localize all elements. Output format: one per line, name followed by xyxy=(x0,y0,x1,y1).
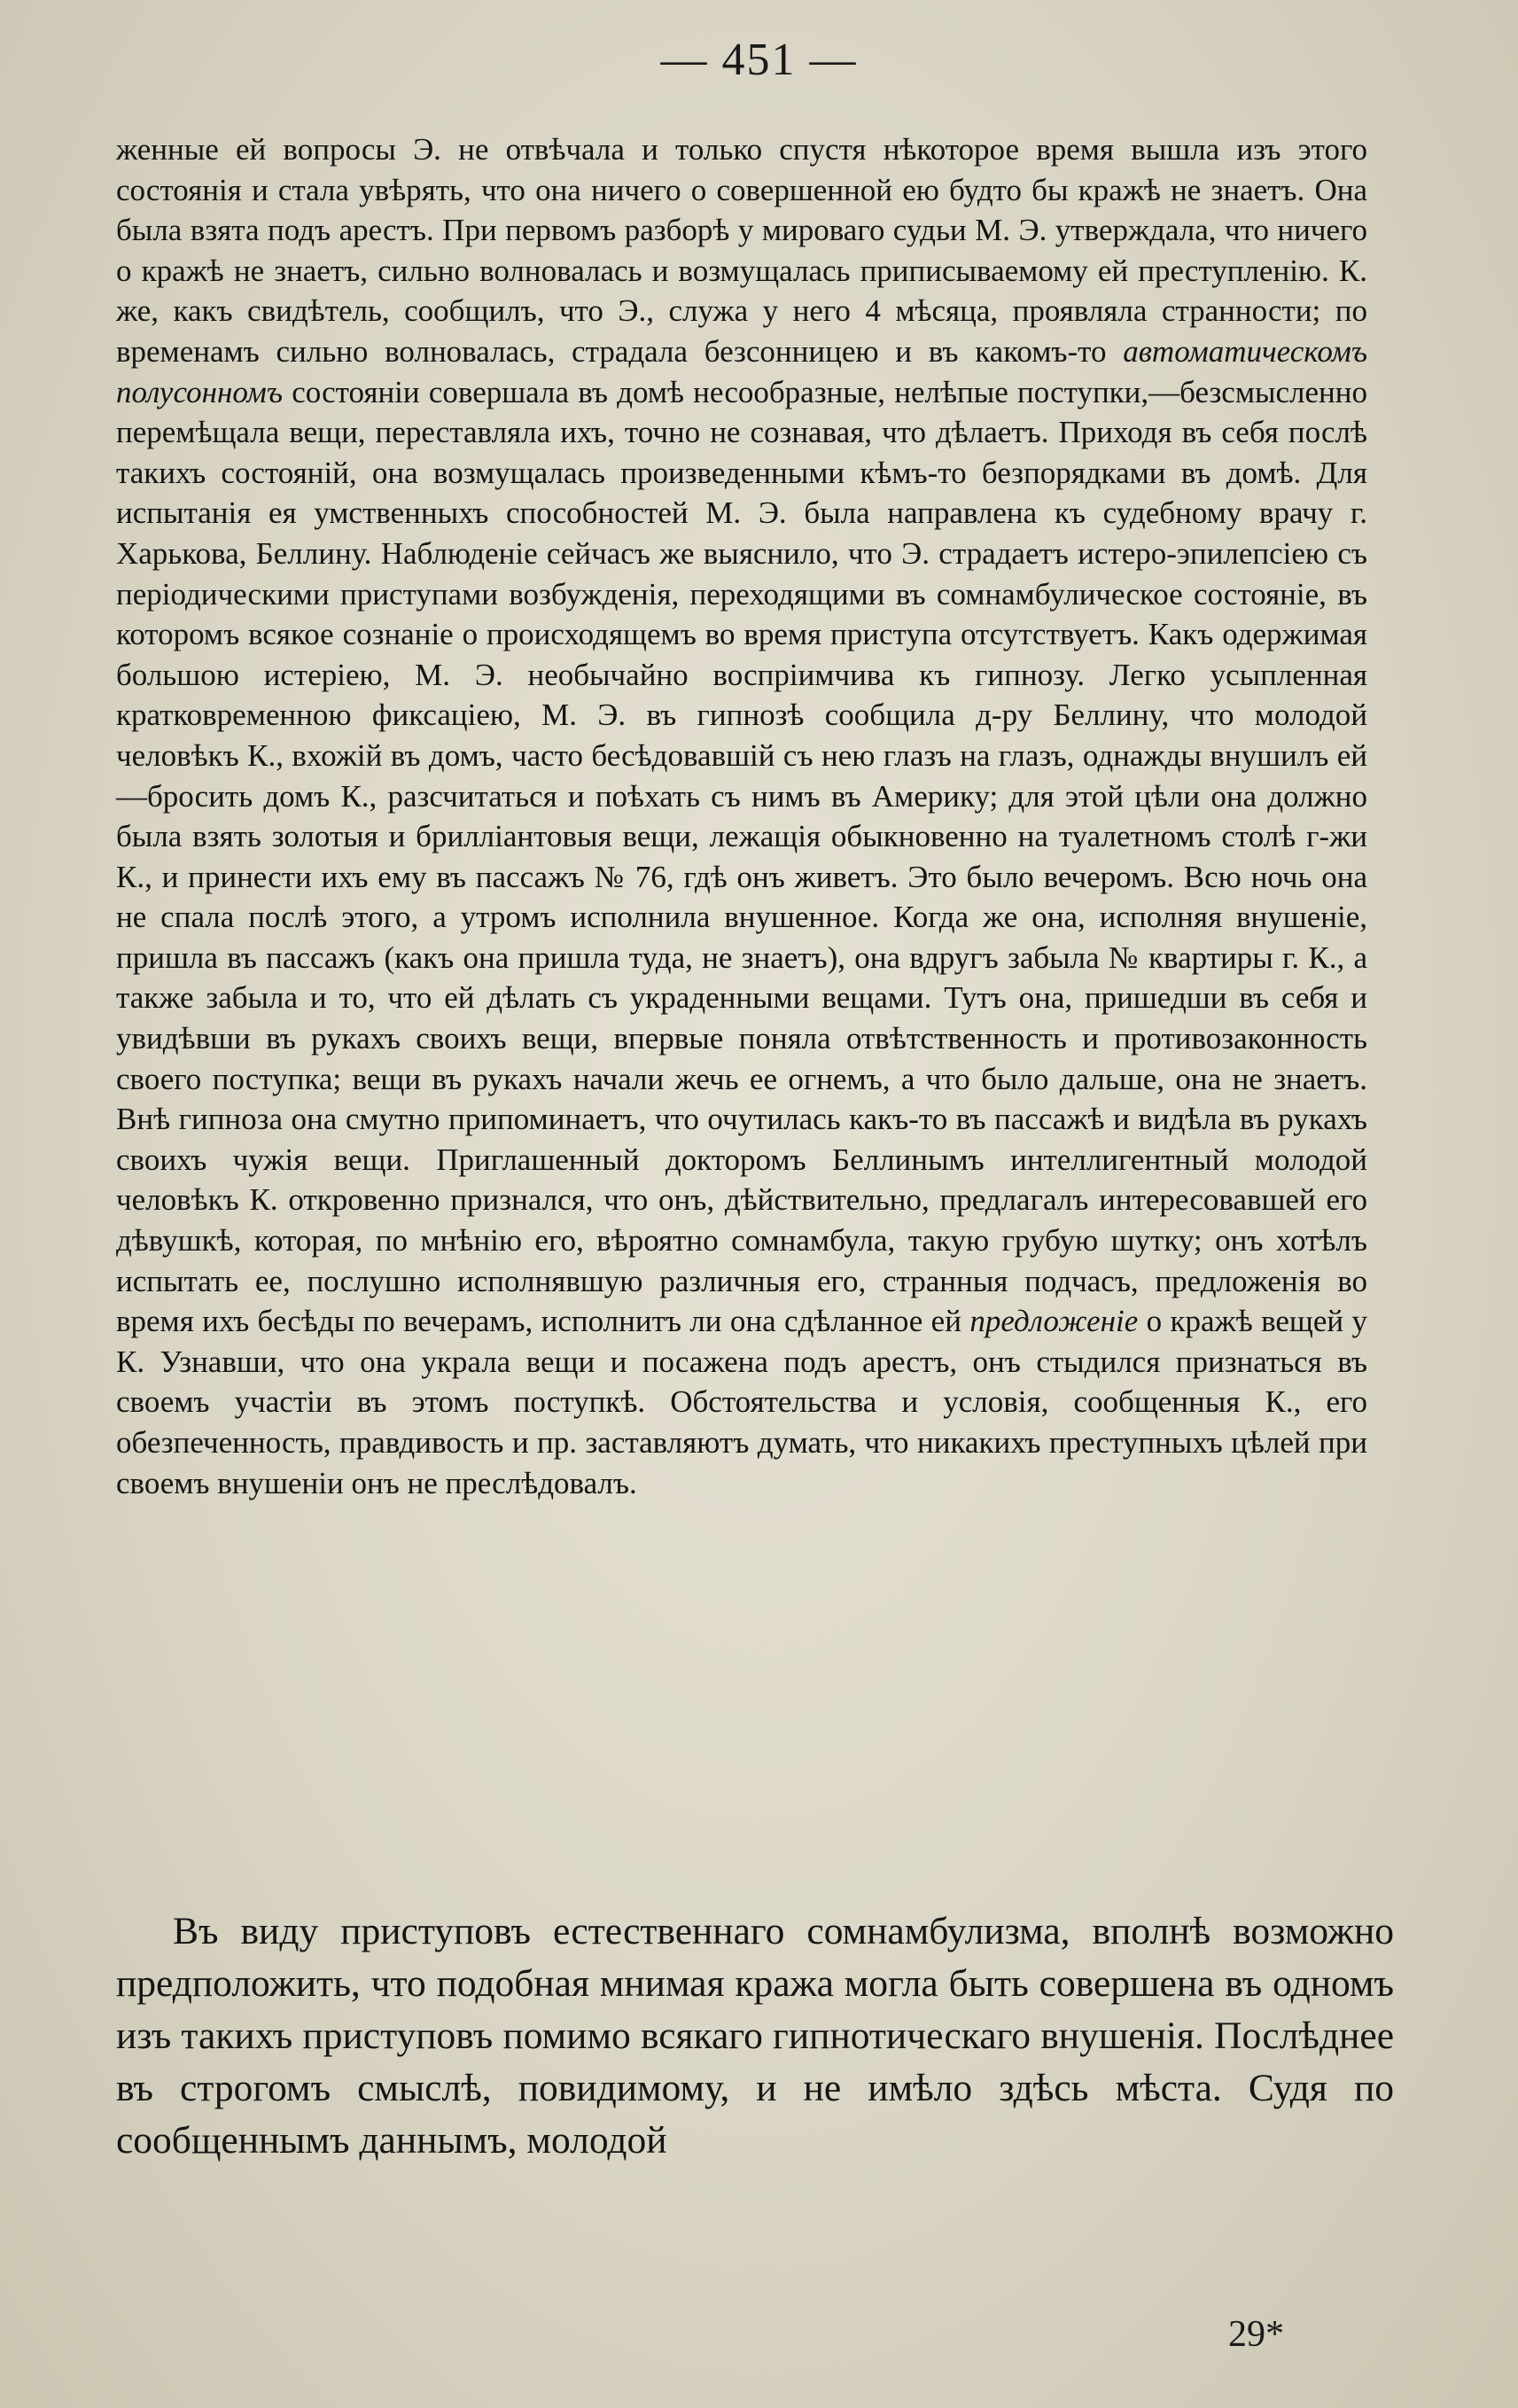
case-text-part-2: состояніи совершала въ домѣ несообразные, нелѣпые поступки,—безсмысленно перемѣщала вещи, переставляла ихъ, точно не сознавая, что дѣлаетъ. Приходя въ себя послѣ такихъ состояній, она возмущалась произведенными кѣмъ-то безпорядками въ домѣ. Для испытанія ея умственныхъ способностей М. Э. была направлена къ судебному врачу г. Харькова, Беллину. Наблюденіе сейчасъ же выяснило, что Э. страдаетъ истеро-эпилепсіею съ періодическими приступами возбужденія, переходящими въ сомнамбулическое состояніе, въ которомъ всякое сознаніе о происходящемъ во время приступа отсутствуетъ. Какъ одержимая большою истеріею, М. Э. необычайно воспріимчива къ гипнозу. Легко усыпленная кратковременною фиксаціею, М. Э. въ гипнозѣ сообщила д-ру Беллину, что молодой человѣкъ К., вхожій въ домъ, часто бесѣдовавшій съ нею глазъ на глазъ, однажды внушилъ ей—бросить домъ К., разсчитаться и поѣхать съ нимъ въ Америку; для этой цѣли она должно была взять золотыя и брилліантовыя вещи, лежащія обыкновенно на туалетномъ столѣ г-жи К., и принести ихъ ему въ пассажъ № 76, гдѣ онъ живетъ. Это было вечеромъ. Всю ночь она не спала послѣ этого, а утромъ исполнила внушенное. Когда же она, исполняя внушеніе, пришла въ пассажъ (какъ она пришла туда, не знаетъ), она вдругъ забыла № квартиры г. К., а также забыла и то, что ей дѣлать съ украденными вещами. Тутъ она, пришедши въ себя и увидѣвши въ рукахъ своихъ вещи, впервые поняла отвѣтственность и противозаконность своего поступка; вещи въ рукахъ начали жечь ее огнемъ, а что было дальше, она не знаетъ. Внѣ гипноза она смутно припоминаетъ, что очутилась какъ-то въ пассажѣ и видѣла въ рукахъ своихъ чужія вещи. Приглашенный докторомъ Беллинымъ интеллигентный молодой человѣкъ К. откровенно признался, что онъ, дѣйствительно, предлагалъ интересовавшей его дѣвушкѣ, которая, по мнѣнію его, вѣроятно сомнамбула, такую грубую шутку; онъ хотѣлъ испытать ее, послушно исполнявшую различныя его, странныя подчасъ, предложенія во время ихъ бесѣды по вечерамъ, исполнитъ ли она сдѣланное ей xyxy=(116,374,1367,1339)
signature-mark: 29* xyxy=(1228,2314,1284,2355)
italic-word-suggestion: предложеніе xyxy=(969,1304,1139,1339)
case-text-part-3: о кражѣ вещей у К. Узнавши, что она украла вещи и посажена подъ арестъ, онъ стыдился признаться въ своемъ участіи въ этомъ поступкѣ. Обстоятельства и условія, сообщенныя К., его обезпеченность, правдивость и пр. заставляютъ думать, что никакихъ преступныхъ цѣлей при своемъ внушеніи онъ не преслѣдовалъ. xyxy=(116,1304,1368,1500)
case-text-part-1: женные ей вопросы Э. не отвѣчала и только спустя нѣкоторое время вышла изъ этого состоянія и стала увѣрять, что она ничего о совершенной ею будто бы кражѣ не знаетъ. Она была взята подъ арестъ. При первомъ разборѣ у мироваго судьи М. Э. утверждала, что ничего о кражѣ не знаетъ, сильно волновалась и возмущалась приписываемому ей преступленію. К. же, какъ свидѣтель, сообщилъ, что Э., служа у него 4 мѣсяца, проявляла странности; по временамъ сильно волновалась, страдала безсонницею и въ какомъ-то xyxy=(116,132,1367,369)
page-number: — 451 — xyxy=(660,35,858,85)
case-description-paragraph xyxy=(116,129,1367,1503)
italic-phrase-automatic-state: автоматическомъ полусонномъ xyxy=(116,333,1367,409)
main-text-paragraph: Въ виду приступовъ естественнаго сомнамбулизма, вполнѣ возможно предположить, что подобная мнимая кража могла быть совершена въ одномъ изъ такихъ приступовъ помимо всякаго гипнотическаго внушенія. Послѣднее въ строгомъ смыслѣ, повидимому, и не имѣло здѣсь мѣста. Судя по сообщеннымъ даннымъ, молодой xyxy=(116,1910,1394,2162)
